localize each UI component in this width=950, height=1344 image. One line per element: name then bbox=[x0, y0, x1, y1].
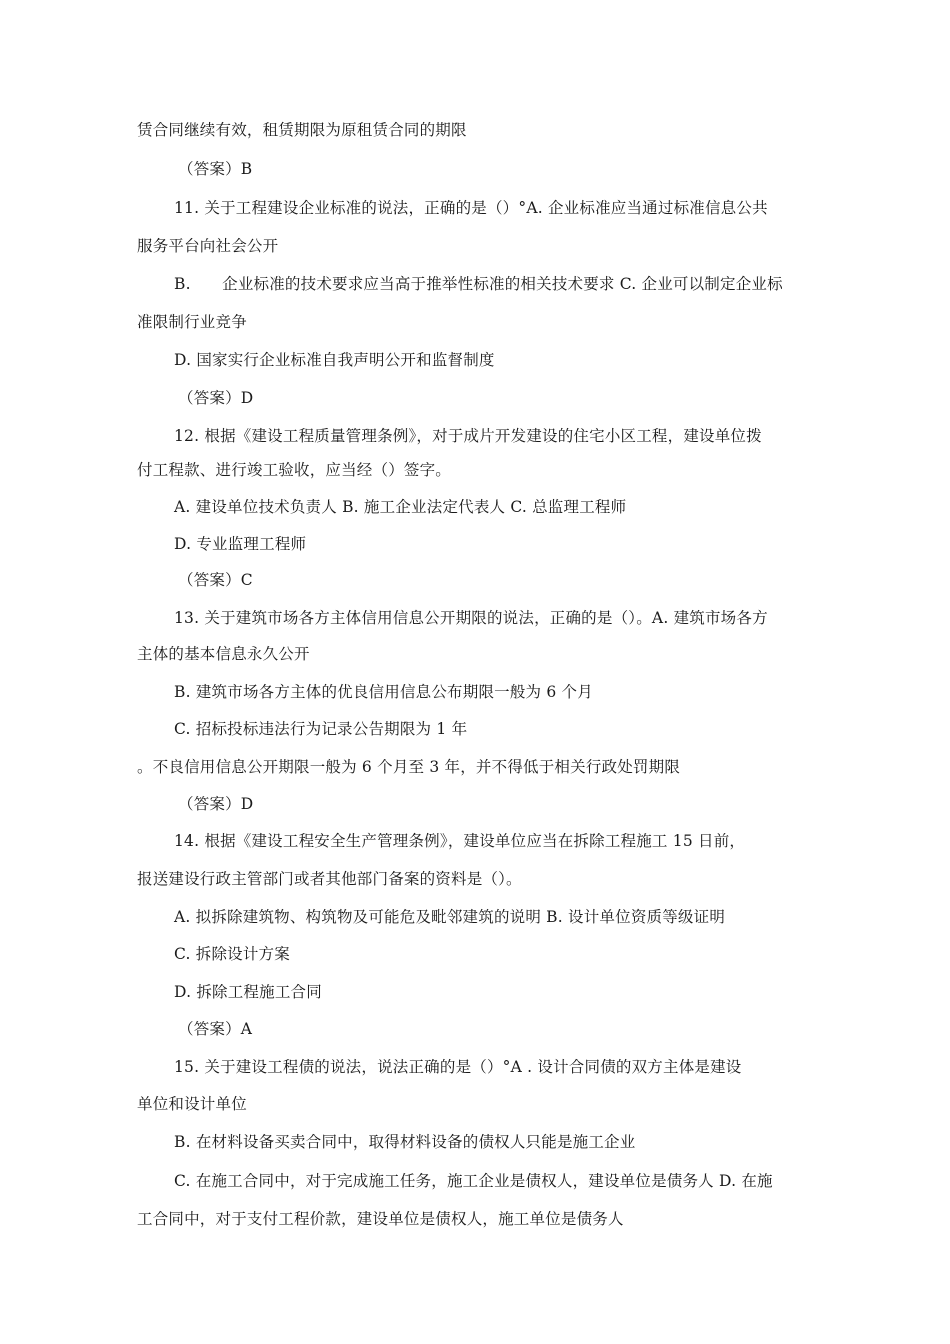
text-line: 主体的基本信息永久公开 bbox=[137, 645, 310, 663]
option-line: C. 招标投标违法行为记录公告期限为 1 年 bbox=[174, 720, 468, 738]
question-15: 15. 关于建设工程债的说法，说法正确的是（）°A . 设计合同债的双方主体是建设 bbox=[174, 1058, 742, 1076]
option-line: D. 国家实行企业标准自我声明公开和监督制度 bbox=[174, 351, 495, 369]
question-11: 11. 关于工程建设企业标准的说法，正确的是（）°A. 企业标准应当通过标准信息公共 bbox=[174, 199, 768, 217]
question-12: 12. 根据《建设工程质量管理条例》，对于成片开发建设的住宅小区工程，建设单位拨 bbox=[174, 427, 762, 445]
text-line: 单位和设计单位 bbox=[137, 1095, 247, 1113]
question-14: 14. 根据《建设工程安全生产管理条例》，建设单位应当在拆除工程施工 15 日前， bbox=[174, 832, 746, 850]
option-line: C. 在施工合同中，对于完成施工任务，施工企业是债权人，建设单位是债务人 D. 在施 bbox=[174, 1172, 773, 1190]
option-line: D. 拆除工程施工合同 bbox=[174, 983, 322, 1001]
text-line: 服务平台向社会公开 bbox=[137, 237, 279, 255]
option-line: B. 在材料设备买卖合同中，取得材料设备的债权人只能是施工企业 bbox=[174, 1133, 636, 1151]
text-line: 工合同中，对于支付工程价款，建设单位是债权人，施工单位是债务人 bbox=[137, 1210, 624, 1228]
answer-line: （答案）C bbox=[178, 571, 253, 589]
answer-line: （答案）A bbox=[178, 1020, 253, 1038]
text-line: 报送建设行政主管部门或者其他部门备案的资料是（）。 bbox=[137, 870, 522, 888]
option-line: D. 专业监理工程师 bbox=[174, 535, 307, 553]
option-line: A. 建设单位技术负责人 B. 施工企业法定代表人 C. 总监理工程师 bbox=[174, 498, 627, 516]
text-line: 付工程款、进行竣工验收，应当经（）签字。 bbox=[137, 461, 452, 479]
answer-line: （答案）D bbox=[178, 389, 254, 407]
option-line: B. 企业标准的技术要求应当高于推举性标准的相关技术要求 C. 企业可以制定企业标 bbox=[174, 275, 783, 293]
option-line: B. 建筑市场各方主体的优良信用信息公布期限一般为 6 个月 bbox=[174, 683, 593, 701]
answer-line: （答案）D bbox=[178, 795, 254, 813]
text-line: 赁合同继续有效，租赁期限为原租赁合同的期限 bbox=[137, 121, 467, 139]
answer-line: （答案）B bbox=[178, 160, 253, 178]
option-line: A. 拟拆除建筑物、构筑物及可能危及毗邻建筑的说明 B. 设计单位资质等级证明 bbox=[174, 908, 726, 926]
option-line: C. 拆除设计方案 bbox=[174, 945, 290, 963]
question-13: 13. 关于建筑市场各方主体信用信息公开期限的说法，正确的是（）。A. 建筑市场各方 bbox=[174, 609, 768, 627]
text-line: 准限制行业竞争 bbox=[137, 313, 247, 331]
option-line: 。不良信用信息公开期限一般为 6 个月至 3 年，并不得低于相关行政处罚期限 bbox=[137, 758, 681, 776]
